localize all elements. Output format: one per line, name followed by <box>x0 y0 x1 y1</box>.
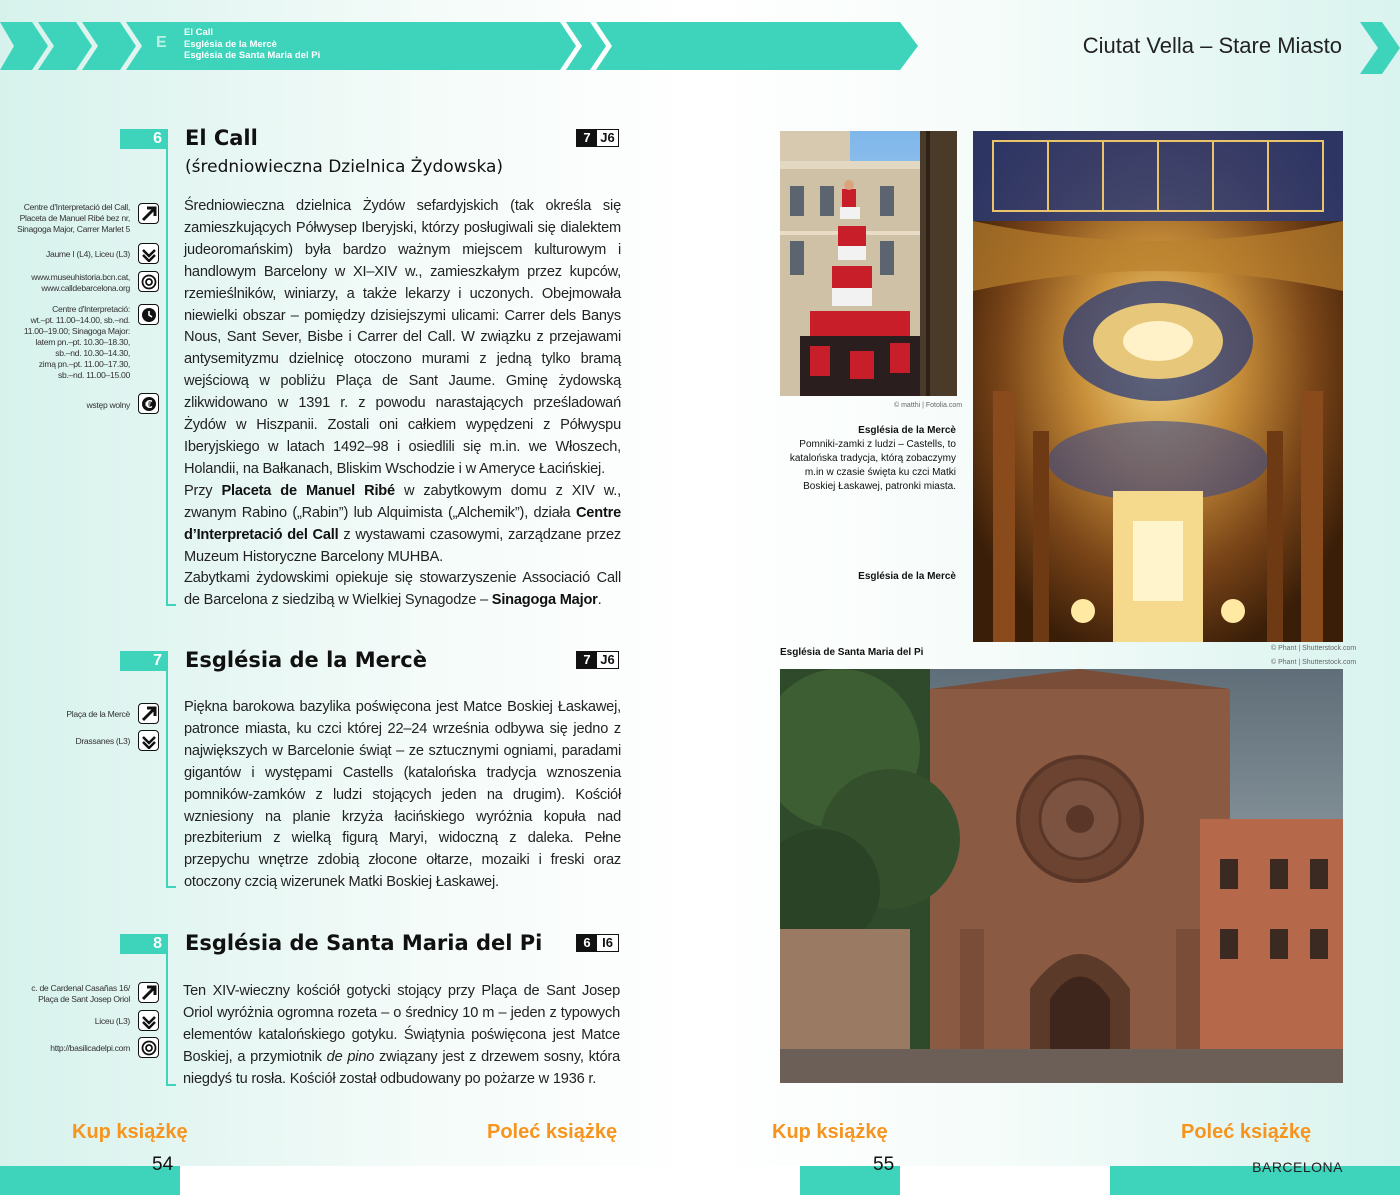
bold-place: Placeta de Manuel Ribé <box>221 482 395 499</box>
svg-text:€: € <box>144 397 153 411</box>
map-reference[interactable] <box>576 934 619 952</box>
section-line <box>166 149 168 606</box>
info-address: Plaça de la Mercè <box>66 709 130 719</box>
photo-credit: © matthi | Fotolia.com <box>894 402 963 409</box>
map-cell: J6 <box>597 130 618 146</box>
info-hours: Centre d'Interpretació: wt.–pt. 11.00–14.00, sb.–nd. 11.00–19.00; Sinagoga Major: latem pn.–pt. 10.30–18.30, sb.–nd. 10.30–14.30, zimą pn.–pt. 11.00–17.30, sb.–nd. 11.00–15.00 <box>23 304 130 380</box>
breadcrumb-item[interactable]: Església de Santa Maria del Pi <box>184 50 321 61</box>
photo-credit: © Phant | Shutterstock.com <box>1271 659 1357 666</box>
photo-credit: © Phant | Shutterstock.com <box>1271 645 1357 652</box>
chevron-right-icon <box>1358 22 1400 74</box>
info-metro: Liceu (L3) <box>94 1016 130 1026</box>
info-metro: Jaume I (L4), Liceu (L3) <box>45 249 130 259</box>
web-icon <box>138 271 159 292</box>
caption-title: Església de la Mercè <box>858 425 956 436</box>
paragraph: Średniowieczna dzielnica Żydów sefardyjskich (tak określa się zamieszkujących Półwysep Iberyjski, którzy posługiwali się dialektem judeoromańskim) była bardzo ważnym miejscem kulturowym i handlowym Barcelony w XI–XIV w., zamieszkałym przez kupców, rzemieślników, winiarzy, a także lekarzy i uczonych. Obejmowała niewielki obszar – pomiędzy dzisiejszymi ulicami: Carrer dels Banys Nous, Sant Sever, Bisbe i Carrer del Call. W związku z przejawami antysemityzmu dzielnicę otoczono murami z jedną tylko bramą wejściową w pobliżu Plaça de Sant Jaume. Gminę żydowską zlikwidowano w 1391 r. z powodu narastających prześladowań Żydów w Hiszpanii. Zostali oni całkiem wypędzeni z Półwyspu Iberyjskiego w latach 1492–98 i osiedlili się m.in. we Włoszech, Holandii, na Bałkanach, Bliskim Wschodzie i w Ameryce Łacińskiej. <box>184 198 621 477</box>
photo-caption <box>778 570 956 584</box>
section-line <box>166 671 168 888</box>
breadcrumb <box>184 27 320 62</box>
location-icon <box>138 982 159 1003</box>
metro-icon <box>138 1010 159 1031</box>
merce-interior-photo <box>973 131 1343 642</box>
page-number: 55 <box>873 1154 895 1175</box>
breadcrumb-item[interactable]: Església de la Mercè <box>184 38 277 50</box>
section-body <box>184 697 621 894</box>
buy-book-link[interactable]: Kup książkę <box>72 1121 188 1143</box>
info-metro: Drassanes (L3) <box>75 736 130 746</box>
caption-title: Església de Santa Maria del Pi <box>780 647 924 658</box>
bold-place: Centre d’Interpretació del Call <box>184 504 621 543</box>
clock-icon <box>138 304 159 325</box>
footer-band-gap <box>900 1166 1110 1195</box>
breadcrumb-item[interactable]: El Call <box>184 27 214 38</box>
photo-caption <box>778 424 956 494</box>
section-number: 6 <box>120 129 168 149</box>
photo-caption <box>780 646 923 660</box>
paragraph: Piękna barokowa bazylika poświęcona jest Matce Boskiej Łaskawej, patronce miasta, ku czci której 22–24 września odbywa się jedno z największych w Barcelonie świąt – ze sztucznymi ogniami, paradami gigantów i występami Castells (katalońska tradycja wznoszenia pomników-zamków z ludzi stojących jeden na drugim). Kościół wzniesiony na planie krzyża łacińskiego wyróżnia kopuła nad prezbiterium z wielką figurą Maryi, widoczną z daleka. Pełne przepychu wnętrze zdobią złocone ołtarze, mozaiki i freski oraz otoczony czcią wizerunek Matki Boskiej Łaskawej. <box>184 699 621 891</box>
metro-icon <box>138 730 159 751</box>
section-body <box>184 196 621 612</box>
map-reference[interactable] <box>576 651 619 669</box>
footer-band-gap <box>180 1166 800 1195</box>
castells-photo <box>780 131 957 396</box>
map-page: 7 <box>577 652 597 668</box>
footer-brand: BARCELONA <box>1252 1159 1343 1175</box>
bold-place: Sinagoga Major <box>491 592 598 609</box>
location-icon <box>138 703 159 724</box>
page-title: Ciutat Vella – Stare Miasto <box>1082 33 1342 58</box>
section-line-end <box>166 604 176 606</box>
section-line-end <box>166 886 176 888</box>
header-band <box>0 22 920 70</box>
section-subtitle: (średniowieczna Dzielnica Żydowska) <box>185 157 504 177</box>
info-web[interactable]: www.museuhistoria.bcn.cat, www.calldebarcelona.org <box>31 272 130 293</box>
page-number: 54 <box>152 1154 174 1175</box>
map-page: 7 <box>577 130 597 146</box>
section-body <box>183 981 620 1091</box>
info-address: Centre d'Interpretació del Call, Placeta de Manuel Ribé bez nr, Sinagoga Major, Carrer Marlet 5 <box>17 202 130 234</box>
map-cell: I6 <box>597 935 618 951</box>
section-title: Església de la Mercè <box>185 648 427 672</box>
buy-book-link[interactable]: Kup książkę <box>772 1121 888 1143</box>
santa-maria-del-pi-photo <box>780 669 1343 1083</box>
location-icon <box>138 203 159 224</box>
map-cell: J6 <box>597 652 618 668</box>
paragraph: Przy Placeta de Manuel Ribé w zabytkowym domu z XIV w., zwanym Rabino („Rabin”) lub Alquimista („Alchemik”), działa Centre d’Interpretació del Call z wystawami czasowymi, zarządzane przez Muzeum Historyczne Barcelony MUHBA. <box>184 482 621 565</box>
info-address: c. de Cardenal Casañas 16/ Plaça de Sant Josep Oriol <box>31 983 130 1004</box>
recommend-book-link[interactable]: Poleć książkę <box>487 1121 618 1143</box>
section-number: 7 <box>120 651 168 671</box>
paragraph: Ten XIV-wieczny kościół gotycki stojący przy Plaça de Sant Josep Oriol wyróżnia ogromna rozeta – o średnicy 10 m – jeden z typowych elementów katalońskiego gotyku. Świątynia poświęcona jest Matce Boskiej, a przymiotnik de pino związany jest z drzewem sosny, która niegdyś tu rosła. Kościół został odbudowany po pożarze w 1936 r. <box>183 983 621 1087</box>
web-icon <box>138 1037 159 1058</box>
section-title: Església de Santa Maria del Pi <box>185 931 543 955</box>
section-line <box>166 954 168 1086</box>
caption-title: Església de la Mercè <box>858 571 956 582</box>
caption-text: Pomniki-zamki z ludzi – Castells, to katalońska tradycja, którą zobaczymy m.in w czasie święta ku czci Matki Boskiej Łaskawej, patronki miasta. <box>789 439 956 492</box>
paragraph: Zabytkami żydowskimi opiekuje się stowarzyszenie Associació Call de Barcelona z siedzibą w Wielkiej Synagodze – Sinagoga Major. <box>184 570 621 609</box>
info-web[interactable]: http://basilicadelpi.com <box>50 1043 130 1053</box>
map-reference[interactable] <box>576 129 619 147</box>
metro-icon <box>138 243 159 264</box>
map-page: 6 <box>577 935 597 951</box>
info-price: wstęp wolny <box>86 400 130 410</box>
section-title: El Call <box>185 126 258 150</box>
recommend-book-link[interactable]: Poleć książkę <box>1181 1121 1312 1143</box>
euro-icon <box>138 393 159 414</box>
section-number: 8 <box>120 934 168 954</box>
section-line-end <box>166 1084 176 1086</box>
chapter-letter: E <box>156 34 167 51</box>
